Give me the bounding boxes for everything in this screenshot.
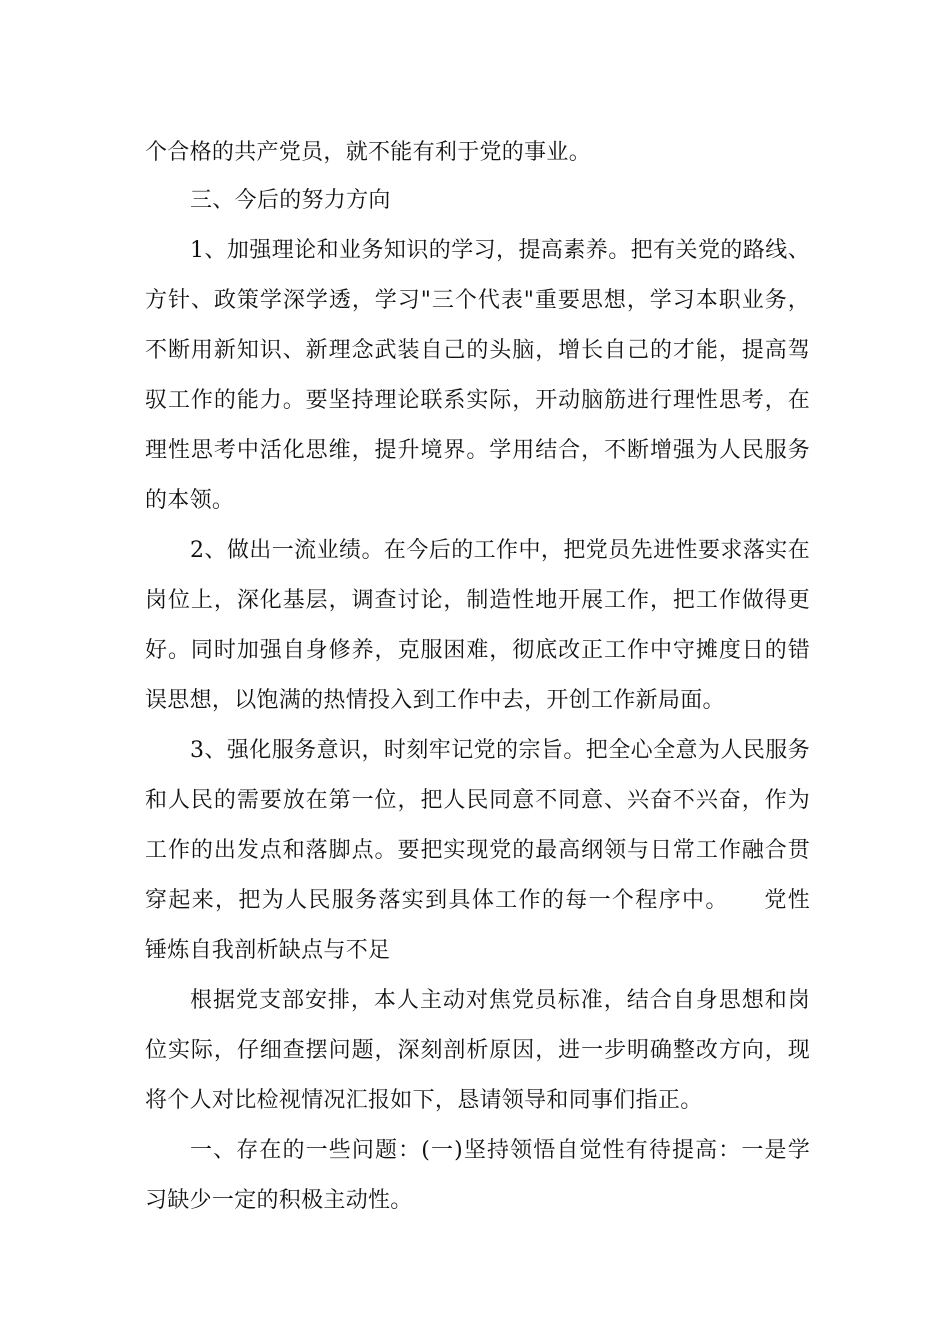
text-line: 3、强化服务意识，时刻牢记党的宗旨。把全心全意为人民服务 <box>190 738 810 763</box>
section-heading: 三、今后的努力方向 <box>190 188 391 213</box>
text-line: 不断用新知识、新理念武装自己的头脑，增长自己的才能，提高驾 <box>145 338 810 363</box>
text-line: 1、加强理论和业务知识的学习，提高素养。把有关党的路线、 <box>190 238 810 263</box>
text-line: 2、做出一流业绩。在今后的工作中，把党员先进性要求落实在 <box>190 538 810 563</box>
text-line: 理性思考中活化思维，提升境界。学用结合，不断增强为人民服务 <box>145 438 810 463</box>
text-line: 习缺少一定的积极主动性。 <box>145 1188 413 1213</box>
text-line: 工作的出发点和落脚点。要把实现党的最高纲领与日常工作融合贯 <box>145 838 810 863</box>
text-line: 根据党支部安排，本人主动对焦党员标准，结合自身思想和岗 <box>190 988 810 1013</box>
text-line: 锤炼自我剖析缺点与不足 <box>145 938 391 963</box>
text-line: 和人民的需要放在第一位，把人民同意不同意、兴奋不兴奋，作为 <box>145 788 810 813</box>
text-line: 将个人对比检视情况汇报如下，恳请领导和同事们指正。 <box>145 1088 703 1113</box>
text-line: 方针、政策学深学透，学习"三个代表"重要思想，学习本职业务， <box>145 288 810 313</box>
text-line: 驭工作的能力。要坚持理论联系实际，开动脑筋进行理性思考，在 <box>145 388 810 413</box>
text-line: 个合格的共产党员，就不能有利于党的事业。 <box>145 140 592 165</box>
text-line: 的本领。 <box>145 488 235 513</box>
text-line: 一、存在的一些问题：(一)坚持领悟自觉性有待提高：一是学 <box>190 1138 810 1163</box>
text-line: 位实际，仔细查摆问题，深刻剖析原因，进一步明确整改方向，现 <box>145 1038 810 1063</box>
text-line: 穿起来，把为人民服务落实到具体工作的每一个程序中。 党性 <box>145 888 810 913</box>
text-line: 岗位上，深化基层，调查讨论，制造性地开展工作，把工作做得更 <box>145 588 810 613</box>
text-line: 好。同时加强自身修养，克服困难，彻底改正工作中守摊度日的错 <box>145 638 810 663</box>
text-line: 误思想，以饱满的热情投入到工作中去，开创工作新局面。 <box>145 688 725 713</box>
